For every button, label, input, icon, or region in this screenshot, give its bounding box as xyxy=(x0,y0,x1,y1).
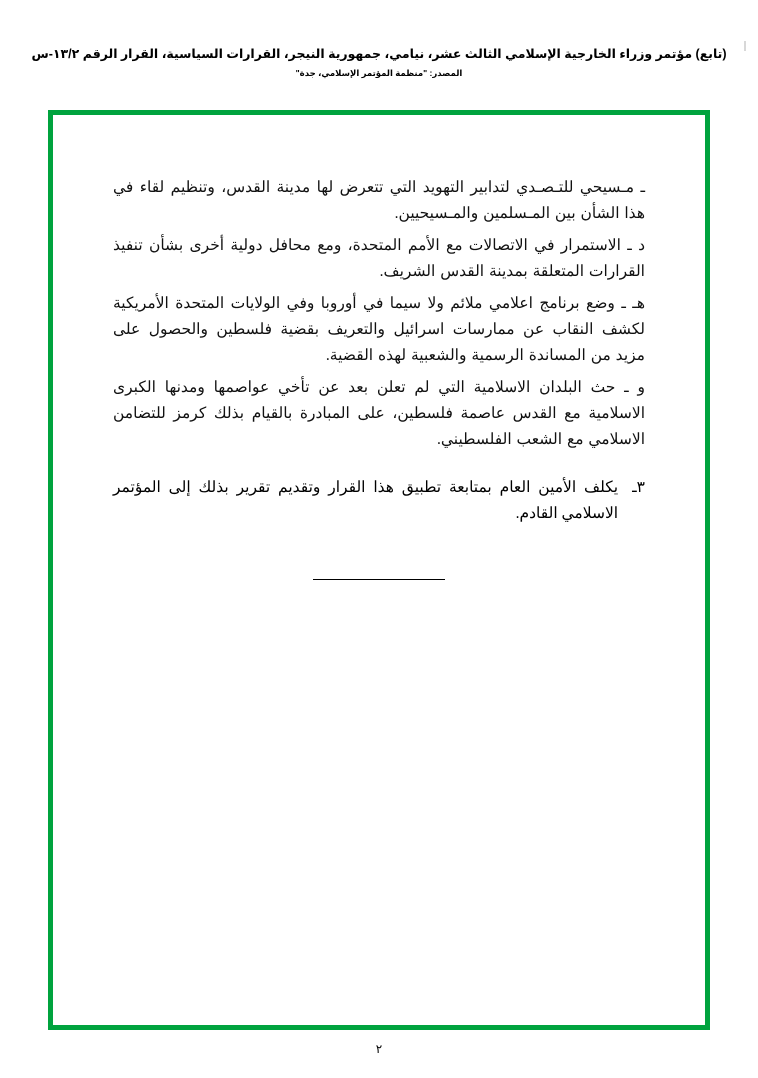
header-title-line: (تابع) مؤتمر وزراء الخارجية الإسلامي الثالث عشر، نيامي، جمهورية النيجر، القرارات السياسية، القرار الرقم ١٣/٢-س xyxy=(31,47,727,61)
section-divider-wrap xyxy=(113,567,645,585)
body-paragraph: د ـ الاستمرار في الاتصالات مع الأمم المتحدة، ومع محافل دولية أخرى بشأن تنفيذ القرارات المتعلقة بمدينة القدس الشريف. xyxy=(113,237,645,280)
page-header xyxy=(0,46,758,79)
body-paragraph: و ـ حث البلدان الاسلامية التي لم تعلن بعد عن تأخي عواصمها ومدنها الكبرى الاسلامية مع القدس عاصمة فلسطين، على المبادرة بالقيام بذلك كرمز للتضامن الاسلامي مع الشعب الفلسطيني. xyxy=(113,379,645,448)
clause-number: ٣ـ xyxy=(632,479,645,496)
body-paragraph: هـ ـ وضع برنامج اعلامي ملائم ولا سيما في أوروبا وفي الولايات المتحدة الأمريكية لكشف النقاب عن ممارسات اسرائيل والتعريف بقضية فلسطين والحصول على مزيد من المساندة الرسمية والشعبية لهذه القضية. xyxy=(113,295,645,364)
page-number: ٢ xyxy=(375,1042,383,1056)
document-body xyxy=(113,175,645,585)
horizontal-rule xyxy=(313,579,445,580)
body-paragraph: ـ مـسيحي للتـصـدي لتدابير التهويد التي تتعرض لها مدينة القدس، وتنظيم لقاء في هذا الشأن بين المـسلمين والمـسيحيين. xyxy=(113,179,645,222)
clause-text: يكلف الأمين العام بمتابعة تطبيق هذا القرار وتقديم تقرير بذلك إلى المؤتمر الاسلامي القادم. xyxy=(113,479,619,522)
green-page-frame xyxy=(48,110,710,1030)
numbered-clause xyxy=(113,475,645,527)
header-source-line: المصدر: "منظمة المؤتمر الإسلامي، جدة" xyxy=(295,68,463,78)
